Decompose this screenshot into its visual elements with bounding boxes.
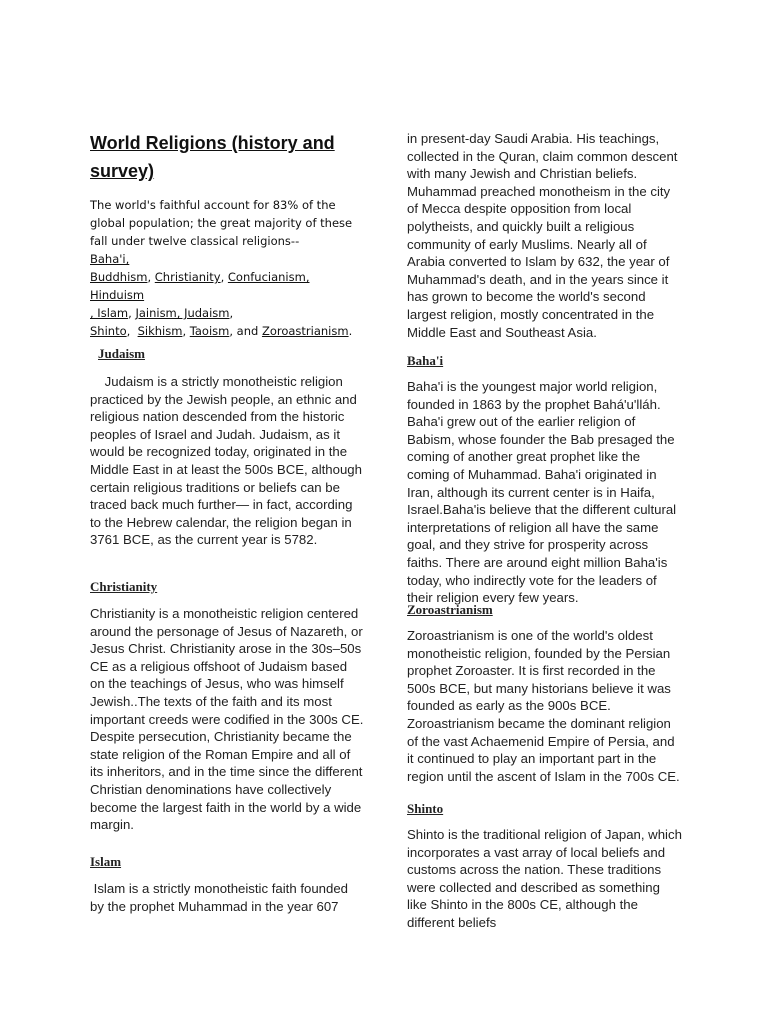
separator: . xyxy=(348,324,353,338)
section-heading-shinto: Shinto xyxy=(407,801,444,816)
section-text-islam-continued: in present-day Saudi Arabia. His teachings, collected in the Quran, claim common descent with many Jewish and Christian beliefs. Muhammad preached monotheism in the city of Mecca despite opposition from local polytheists, and quickly built a religious community of early Muslims. Nearly all of Arabia converted to Islam by 632, the year of Muhammad's death, and in the years since it has grown to become the world's second largest religion, mostly concentrated in the Middle East and Southeast Asia. xyxy=(407,131,678,340)
section-text-bahai: Baha'i is the youngest major world religion, founded in 1863 by the prophet Bahá'u'lláh. Baha'i grew out of the earlier religion of Babism, whose founder the Bab presaged the coming of another great prophet like the coming of Muhammad. Baha'i originated in Iran, although its current center is in Haifa, Israel.Baha'is believe that the different cultural interpretations of religion all have the same goal, and they strive for prosperity across faiths. There are around eight million Baha'is today, who indirectly vote for the leaders of their religion every few years. xyxy=(407,379,677,606)
link-sikhism[interactable]: Sikhism xyxy=(137,324,183,338)
section-heading-islam: Islam xyxy=(90,854,122,869)
section-text-judaism: Judaism is a strictly monotheistic religion practiced by the Jewish people, an ethnic and religious nation descended from the historic peoples of Israel and Judah. Judaism, as it would be recognized today, originated in the Middle East in at least the 500s BCE, although certain religious traditions or beliefs can be traced back much further— in fact, according to the Hebrew calendar, the religion began in 3761 BCE, as the current year is 5782. xyxy=(90,374,366,548)
link-christianity[interactable]: Christianity xyxy=(154,270,221,284)
section-heading-bahai: Baha'i xyxy=(407,353,444,368)
separator: , xyxy=(126,324,138,338)
separator: , xyxy=(147,270,155,284)
page-title: World Religions (history and survey) xyxy=(90,133,335,181)
intro-text: The world's faithful account for 83% of the global population; the great majority of these fall under twelve classical religions-- xyxy=(90,198,353,248)
link-jainism-judaism[interactable]: Jainism, Judaism xyxy=(135,306,230,320)
link-zoroastrianism[interactable]: Zoroastrianism xyxy=(261,324,349,338)
link-islam[interactable]: , Islam xyxy=(90,306,129,320)
separator: , xyxy=(182,324,190,338)
link-buddhism[interactable]: Buddhism xyxy=(90,270,148,284)
section-text-shinto: Shinto is the traditional religion of Japan, which incorporates a vast array of local beliefs and customs across the nation. These traditions were collected and described as something like Shinto in the 800s CE, although the different beliefs xyxy=(407,827,682,930)
section-text-zoroastrianism: Zoroastrianism is one of the world's oldest monotheistic religion, founded by the Persian prophet Zoroaster. It is first recorded in the 500s BCE, but many historians believe it was founded as early as the 900s BCE. Zoroastrianism became the dominant religion of the vast Achaemenid Empire of Persia, and it continued to play an important part in the region until the ascent of Islam in the 700s CE. xyxy=(407,628,680,784)
separator: , xyxy=(220,270,228,284)
separator: , and xyxy=(229,324,262,338)
section-heading-zoroastrianism: Zoroastrianism xyxy=(407,602,493,617)
section-heading-christianity: Christianity xyxy=(90,579,158,594)
section-text-islam-start: Islam is a strictly monotheistic faith founded by the prophet Muhammad in the year 607 xyxy=(90,881,352,914)
section-heading-judaism: Judaism xyxy=(98,346,145,361)
link-taoism[interactable]: Taoism xyxy=(189,324,230,338)
link-bahai[interactable]: Baha'i, xyxy=(90,252,130,266)
link-shinto[interactable]: Shinto xyxy=(90,324,127,338)
separator: , xyxy=(229,306,234,320)
section-text-christianity: Christianity is a monotheistic religion centered around the personage of Jesus of Nazareth, or Jesus Christ. Christianity arose in the 30s–50s CE as a religious offshoot of Judaism based on the teachings of Jesus, who was himself Jewish..The texts of the faith and its most important creeds were codified in the 300s CE. Despite persecution, Christianity became the state religion of the Roman Empire and all of its inheritors, and in the time since the different Christian denominations have collectively become the largest faith in the world by a wide margin. xyxy=(90,606,364,833)
intro-paragraph xyxy=(90,196,365,340)
separator: , xyxy=(128,306,136,320)
link-confucianism-hinduism[interactable]: Confucianism, Hinduism xyxy=(90,270,310,302)
